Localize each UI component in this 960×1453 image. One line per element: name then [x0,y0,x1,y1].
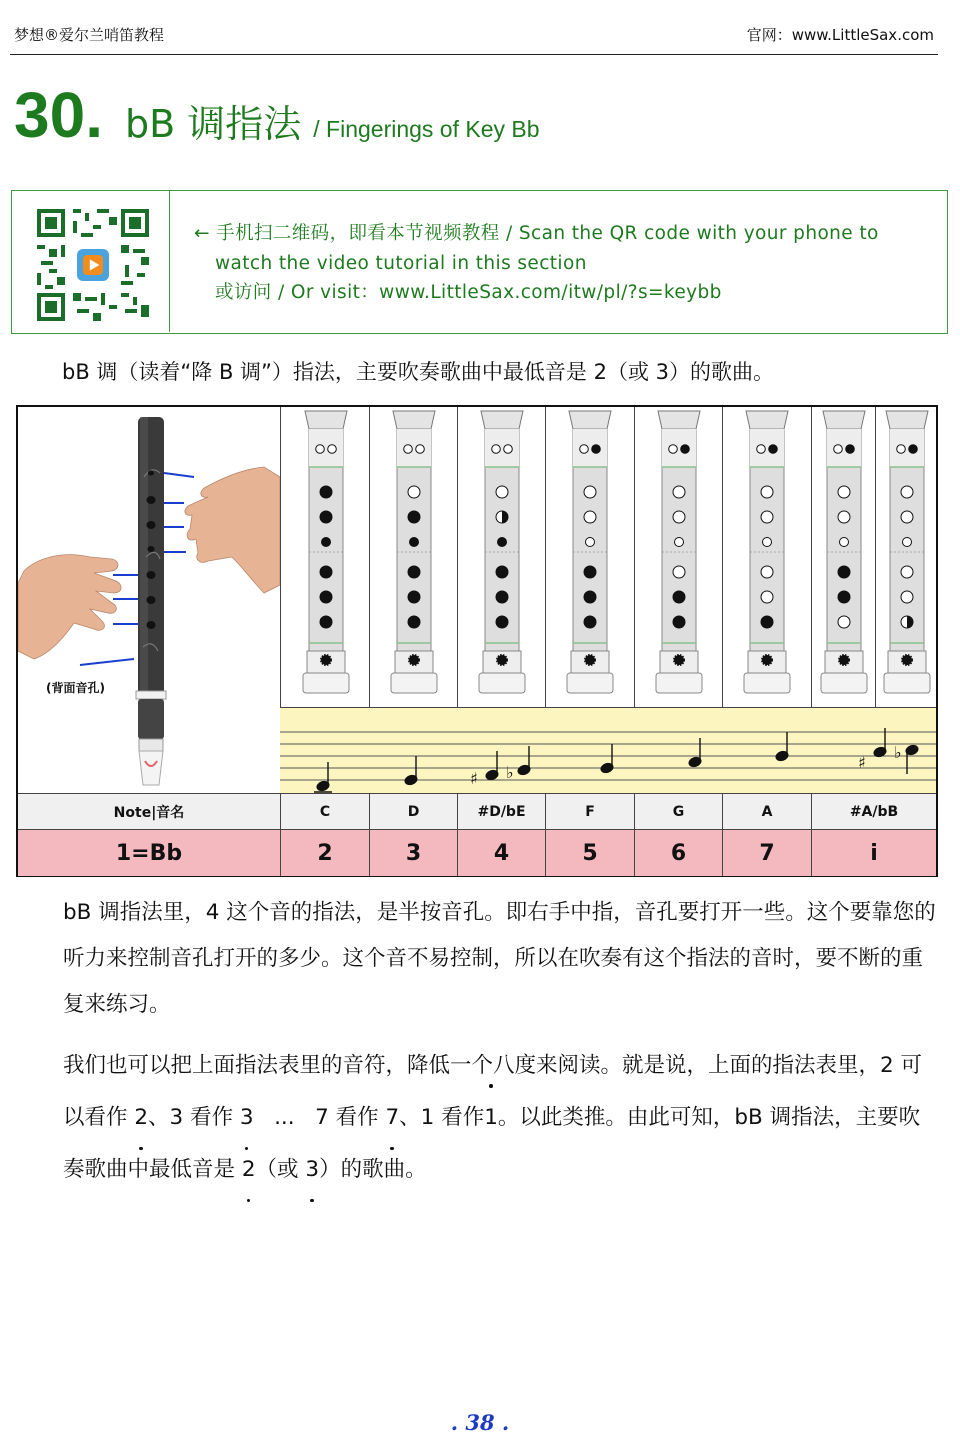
jianpu-number: 3 [369,830,457,876]
finger-hole [584,591,596,603]
section-number: 30. [14,79,103,151]
finger-hole [320,616,332,628]
jianpu-digit-low: 7 [385,1092,399,1144]
thumb-hole [834,445,843,454]
back-hole [902,655,912,665]
finger-hole [761,511,773,523]
note-names-row [18,793,936,830]
paragraph-text: bB 调指法里，4 这个音的指法，是半按音孔。即右手中指，音孔要打开一些。这个要靠您的听力来控制音孔打开的多少。这个音不易控制，所以在吹奏有这个指法的音时，要不断的重复来练习。 [63,900,936,1017]
whistle-fingering-icon [282,407,370,707]
finger-hole [320,591,332,603]
fingering-diagram [723,407,811,707]
finger-hole [673,591,685,603]
thumb-hole [404,445,413,454]
svg-text:♯: ♯ [858,753,866,772]
whistle-fingering-icon [458,407,546,707]
whistle-illustration [18,407,281,793]
thumb-hole [897,445,906,454]
text-run: 。以此类推。由此可知，bB 调指法，主要吹奏歌曲中最低音是 [63,1105,921,1182]
finger-hole [675,538,684,547]
header-website[interactable]: 官网：www.LittleSax.com [746,26,934,44]
thumb-hole [328,445,337,454]
body-paragraph-2 [13,1040,939,1196]
back-hole [839,655,849,665]
jianpu-number: 7 [722,830,811,876]
thumb-hole [316,445,325,454]
finger-hole [320,566,332,578]
text-run: 看作 [328,1105,386,1130]
jianpu-digit-low: 2 [242,1144,256,1196]
text-run: ）的歌曲。 [319,1157,427,1182]
qr-line-2: watch the video tutorial in this section [215,252,587,274]
svg-text:♭: ♭ [894,743,902,762]
note-name: D [369,794,457,830]
back-hole [674,655,684,665]
back-hole [585,655,595,665]
jianpu-number: 6 [634,830,722,876]
thumb-hole [580,445,589,454]
note-header: Note|音名 [113,805,185,821]
jianpu-digit: 2 [880,1053,894,1078]
jianpu-number: i [811,830,936,876]
text-run: 我们也可以把上面指法表里的音符，降低一个八度来阅读。就是说，上面的指法表里， [63,1053,881,1078]
paragraph-text [13,1040,939,1196]
thumb-hole [681,445,690,454]
staff-notes [280,708,936,794]
finger-hole [496,486,508,498]
back-hole-label: (背面音孔) [46,681,105,695]
finger-hole [584,616,596,628]
text-run: 可以看作 [63,1053,923,1130]
fingering-diagram [546,407,634,707]
qr-code-icon[interactable] [37,209,149,321]
finger-hole [320,486,332,498]
finger-hole [840,538,849,547]
svg-text:♭: ♭ [506,763,514,782]
qr-cell [12,191,170,332]
whistle-fingering-icon [635,407,723,707]
note-name: F [545,794,634,830]
jianpu-digit-high: 1 [484,1092,498,1144]
note-name: A [722,794,811,830]
note-name: #A/bB [811,794,936,830]
section-title-zh: bB 调指法 [124,102,302,146]
finger-hole [408,616,420,628]
thumb-hole [492,445,501,454]
column-divider [875,407,876,707]
header-title: 梦想®爱尔兰哨笛教程 [14,26,165,44]
finger-hole [673,511,685,523]
svg-text:♯: ♯ [470,769,478,788]
qr-box [11,190,948,334]
page-number: . 38 . [450,1410,510,1435]
note-name: C [280,794,369,830]
numbered-notation-row [18,829,936,876]
fingering-diagram [370,407,458,707]
finger-hole [763,538,772,547]
finger-hole [761,566,773,578]
intro-text: bB 调（读着“降 B 调”）指法，主要吹奏歌曲中最低音是 2（或 3）的歌曲。 [62,360,774,384]
thumb-hole [592,445,601,454]
thumb-hole [757,445,766,454]
text-run: 看作 [183,1105,240,1130]
whistle-hands-icon [18,407,280,793]
fingering-diagram [458,407,546,707]
finger-hole [901,511,913,523]
jianpu-number: 5 [545,830,634,876]
text-run: （或 [255,1157,306,1182]
text-run: ... [253,1105,316,1130]
qr-instructions [194,219,939,308]
finger-hole [408,486,420,498]
finger-hole [584,566,596,578]
jianpu-digit-low: 3 [305,1144,319,1196]
finger-hole [838,616,850,628]
finger-hole [901,486,913,498]
thumb-hole [769,445,778,454]
finger-hole [838,566,850,578]
fingering-diagram [876,407,938,707]
finger-hole [584,486,596,498]
finger-hole [838,591,850,603]
thumb-hole [909,445,918,454]
whistle-fingering-icon [876,407,938,707]
jianpu-digit: 3 [169,1105,184,1130]
qr-line-3[interactable]: 或访问 / Or visit：www.LittleSax.com/itw/pl/?s=keybb [215,282,722,303]
back-hole [762,655,772,665]
thumb-hole [416,445,425,454]
jianpu-digit: 7 [315,1105,329,1130]
finger-hole [410,538,419,547]
back-hole [321,655,331,665]
note-name: #D/bE [457,794,545,830]
back-hole [409,655,419,665]
whistle-fingering-icon [546,407,634,707]
finger-hole [838,486,850,498]
body-paragraph-1 [13,890,939,1028]
jianpu-digit-low: 2 [134,1092,148,1144]
text-run: 、 [148,1105,170,1130]
thumb-hole [504,445,513,454]
finger-hole [903,538,912,547]
fingering-diagram [813,407,875,707]
text-run: 看作 [434,1105,485,1130]
jianpu-digit-low: 3 [240,1092,254,1144]
finger-hole [496,566,508,578]
whistle-fingering-icon [370,407,458,707]
section-title [14,78,540,152]
text-run: 、 [399,1105,421,1130]
whistle-fingering-icon [813,407,875,707]
note-name: G [634,794,722,830]
finger-hole [761,486,773,498]
finger-hole [496,616,508,628]
key-label: 1=Bb [115,840,183,866]
fingering-diagram [635,407,723,707]
finger-hole [673,566,685,578]
jianpu-digit: 1 [420,1105,435,1130]
finger-hole [496,591,508,603]
finger-hole [838,511,850,523]
finger-hole [901,566,913,578]
finger-hole [320,511,332,523]
finger-hole [673,486,685,498]
music-staff [280,707,936,794]
fingering-diagram [282,407,370,707]
thumb-hole [669,445,678,454]
finger-hole [408,566,420,578]
fingering-chart [16,405,938,877]
back-hole [497,655,507,665]
thumb-hole [846,445,855,454]
whistle-fingering-icon [723,407,811,707]
qr-line-1: ← 手机扫二维码，即看本节视频教程 / Scan the QR code with your phone to [194,223,879,244]
finger-hole [586,538,595,547]
header-divider [10,54,938,55]
jianpu-number: 2 [280,830,369,876]
finger-hole [584,511,596,523]
finger-hole [761,591,773,603]
jianpu-number: 4 [457,830,545,876]
finger-hole [498,538,507,547]
finger-hole [673,616,685,628]
section-title-en: / Fingerings of Key Bb [313,116,540,142]
finger-hole [901,591,913,603]
finger-hole [322,538,331,547]
finger-hole [408,591,420,603]
finger-hole [761,616,773,628]
finger-hole [408,511,420,523]
